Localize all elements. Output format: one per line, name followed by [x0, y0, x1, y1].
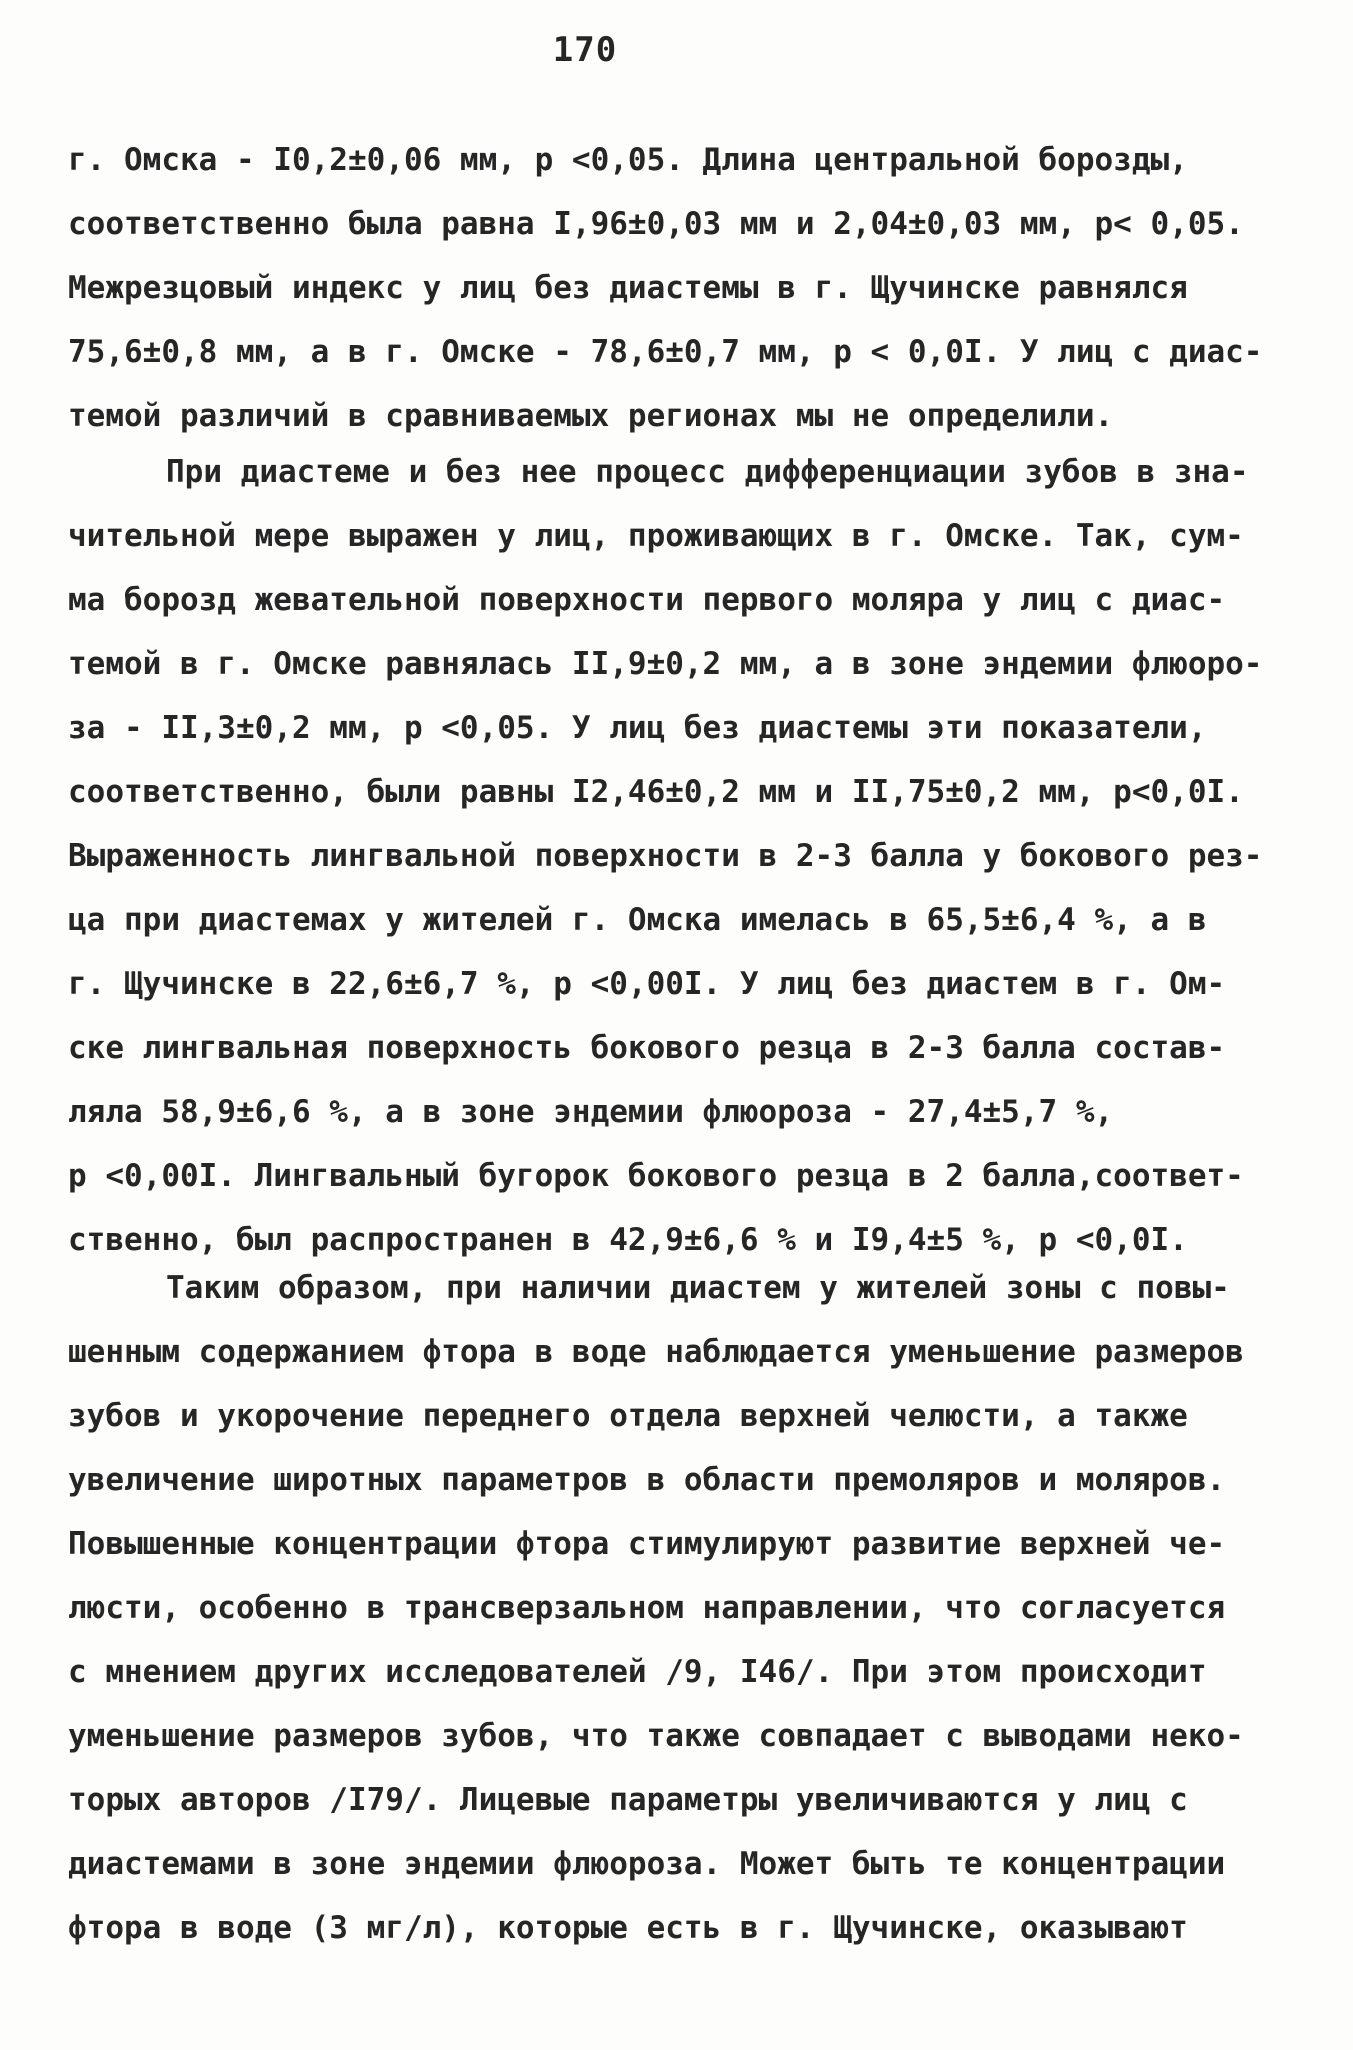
text-line: темой в г. Омске равнялась II,9±0,2 мм, а в зоне эндемии флюоро-: [68, 646, 1263, 682]
text-line: чительной мере выражен у лиц, проживающих в г. Омске. Так, сум-: [68, 518, 1244, 554]
paragraph-2: [68, 440, 1298, 1272]
text-line: ма борозд жевательной поверхности первого моляра у лиц с диас-: [68, 582, 1226, 618]
text-line: с мнением других исследователей /9, I46/. При этом происходит: [68, 1654, 1207, 1690]
text-line: 75,6±0,8 мм, а в г. Омске - 78,6±0,7 мм, р < 0,0I. У лиц с диас-: [68, 334, 1263, 370]
text-line: г. Щучинске в 22,6±6,7 %, р <0,00I. У лиц без диастем в г. Ом-: [68, 966, 1226, 1002]
text-line: ца при диастемах у жителей г. Омска имелась в 65,5±6,4 %, а в: [68, 902, 1207, 938]
text-line: диастемами в зоне эндемии флюороза. Может быть те концентрации: [68, 1846, 1226, 1882]
text-line: р <0,00I. Лингвальный бугорок бокового резца в 2 балла,соответ-: [68, 1158, 1244, 1194]
text-line: люсти, особенно в трансверзальном направлении, что согласуется: [68, 1590, 1226, 1626]
text-line: ственно, был распространен в 42,9±6,6 % и I9,4±5 %, р <0,0I.: [68, 1222, 1188, 1258]
page-number: 170: [552, 30, 618, 70]
text-line: за - II,3±0,2 мм, р <0,05. У лиц без диастемы эти показатели,: [68, 710, 1207, 746]
paragraph-3: [68, 1256, 1298, 1960]
text-line: уменьшение размеров зубов, что также совпадает с выводами неко-: [68, 1718, 1244, 1754]
text-line: соответственно была равна I,96±0,03 мм и 2,04±0,03 мм, р< 0,05.: [68, 206, 1244, 242]
text-line: Повышенные концентрации фтора стимулируют развитие верхней че-: [68, 1526, 1226, 1562]
text-line: фтора в воде (3 мг/л), которые есть в г. Щучинске, оказывают: [68, 1910, 1188, 1946]
text-line: темой различий в сравниваемых регионах мы не определили.: [68, 398, 1114, 434]
text-line: соответственно, были равны I2,46±0,2 мм и II,75±0,2 мм, р<0,0I.: [68, 774, 1244, 810]
text-line-indented: При диастеме и без нее процесс дифференциации зубов в зна-: [166, 454, 1249, 490]
text-line: зубов и укорочение переднего отдела верхней челюсти, а также: [68, 1398, 1188, 1434]
text-line-indented: Таким образом, при наличии диастем у жителей зоны с повы-: [166, 1270, 1230, 1306]
text-line: увеличение широтных параметров в области премоляров и моляров.: [68, 1462, 1226, 1498]
text-line: ляла 58,9±6,6 %, а в зоне эндемии флюороза - 27,4±5,7 %,: [68, 1094, 1114, 1130]
text-line: ске лингвальная поверхность бокового резца в 2-3 балла состав-: [68, 1030, 1226, 1066]
text-line: Выраженность лингвальной поверхности в 2-3 балла у бокового рез-: [68, 838, 1263, 874]
text-line: торых авторов /I79/. Лицевые параметры увеличиваются у лиц с: [68, 1782, 1188, 1818]
paragraph-1: [68, 128, 1298, 448]
text-line: г. Омска - I0,2±0,06 мм, р <0,05. Длина центральной борозды,: [68, 142, 1188, 178]
text-line: шенным содержанием фтора в воде наблюдается уменьшение размеров: [68, 1334, 1244, 1370]
text-line: Межрезцовый индекс у лиц без диастемы в г. Щучинске равнялся: [68, 270, 1188, 306]
